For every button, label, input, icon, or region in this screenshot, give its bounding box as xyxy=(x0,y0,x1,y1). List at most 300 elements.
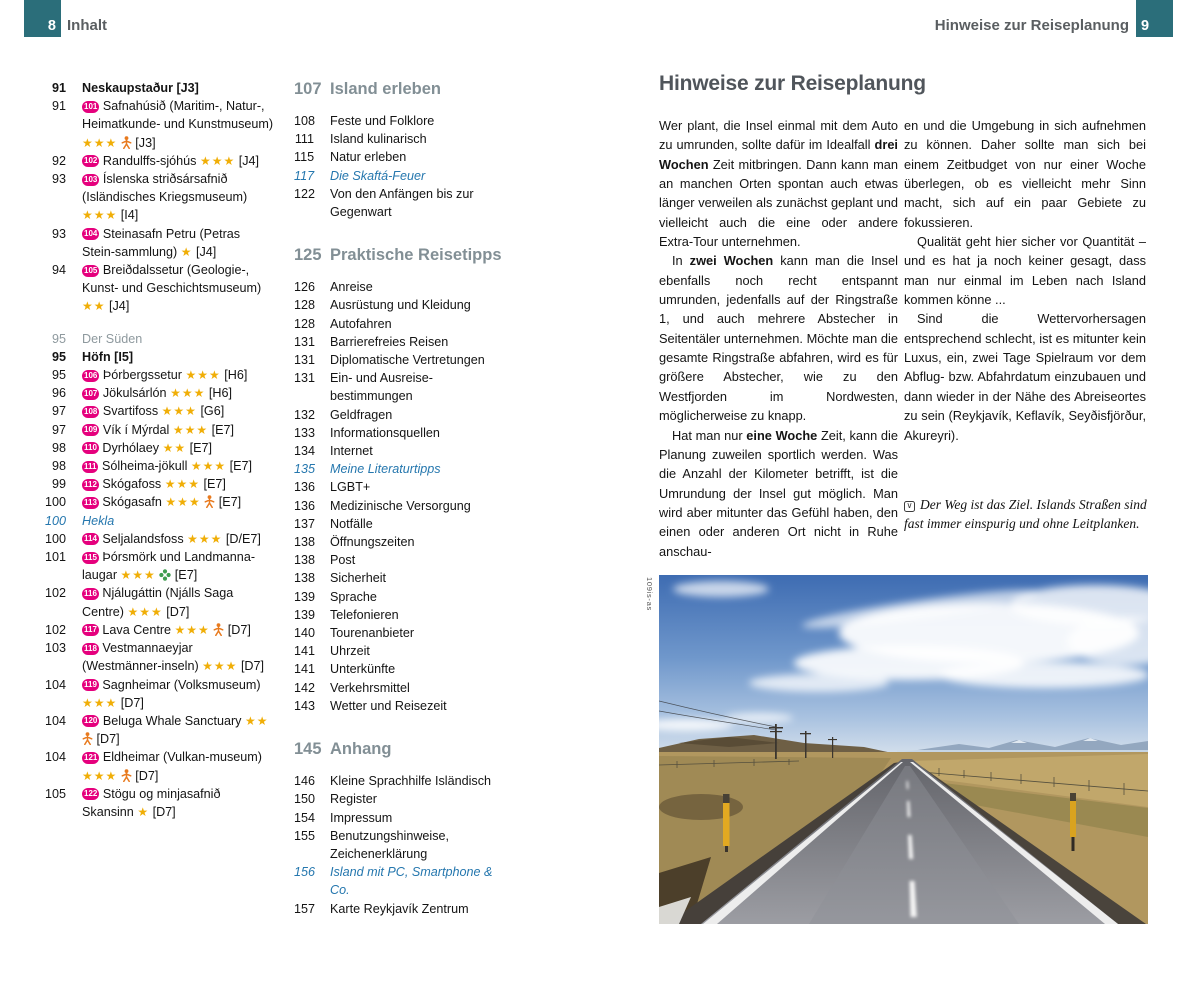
attraction-number-badge: 120 xyxy=(84,716,98,726)
attraction-number-badge: 105 xyxy=(84,265,98,275)
rating-stars: ★★★ xyxy=(190,459,227,474)
toc-entry xyxy=(24,475,294,493)
toc-entry-text xyxy=(82,225,274,261)
toc-attractions-column xyxy=(24,79,294,821)
toc-page-number: 138 xyxy=(294,553,316,568)
toc-page-number: 100 xyxy=(44,531,66,546)
rating-stars: ★★★ xyxy=(82,695,118,710)
toc-page-number: 91 xyxy=(51,99,66,114)
toc-entry-text xyxy=(82,475,274,493)
photo-caption xyxy=(904,496,1152,533)
attraction-number-badge: 113 xyxy=(84,497,97,507)
attraction-number-badge: 115 xyxy=(84,552,97,562)
toc-entry xyxy=(294,406,530,424)
toc-entry-text: Meine Literaturtipps xyxy=(330,462,441,477)
toc-entry-text xyxy=(82,152,274,170)
toc-entry xyxy=(294,809,530,827)
toc-entry xyxy=(294,588,530,606)
toc-entry-text: Diplomatische Vertretungen xyxy=(330,353,485,368)
body-text: Wer plant, die Insel einmal mit dem Auto zu umrunden, sollte dafür im Idealfall xyxy=(659,118,898,153)
toc-entry-text: Tourenanbieter xyxy=(330,626,415,641)
toc-entry xyxy=(24,152,294,170)
attraction-number-badge: 118 xyxy=(84,643,97,653)
toc-page-number: 100 xyxy=(44,513,66,528)
toc-page-number: 131 xyxy=(294,371,316,386)
toc-entry xyxy=(294,697,530,715)
toc-entry xyxy=(294,478,530,496)
attraction-number-badge: 116 xyxy=(84,588,97,598)
map-grid-ref: [I4] xyxy=(120,208,139,223)
toc-entry xyxy=(294,772,530,790)
map-grid-ref: [D7] xyxy=(120,695,144,710)
attraction-number-badge: 117 xyxy=(84,625,97,635)
attraction-name: Jökulsárlón xyxy=(102,386,167,401)
attraction-name: Stögu og minjasafnið Skansinn xyxy=(82,786,221,819)
toc-entry xyxy=(294,369,530,405)
toc-page-number: 97 xyxy=(51,404,66,419)
map-grid-ref: [J4] xyxy=(238,153,260,168)
attraction-name: Njálugáttin (Njálls Saga Centre) xyxy=(82,586,234,619)
toc-entry-text: Unterkünfte xyxy=(330,662,396,677)
toc-page-number: 96 xyxy=(51,386,66,401)
attraction-number-badge: 122 xyxy=(84,789,98,799)
attraction-name: Neskaupstaður [J3] xyxy=(82,81,199,95)
rating-stars: ★★★ xyxy=(202,659,238,674)
toc-entry xyxy=(24,457,294,475)
toc-entry-text: Die Skaftá-Feuer xyxy=(330,168,426,183)
map-grid-ref: [E7] xyxy=(229,459,253,474)
toc-entry-text: Wetter und Reisezeit xyxy=(330,698,447,713)
toc-page-number: 131 xyxy=(294,353,316,368)
toc-page-number: 122 xyxy=(294,186,316,201)
toc-page-number: 99 xyxy=(51,477,66,492)
toc-entry-text: Uhrzeit xyxy=(330,644,370,659)
rating-stars: ★★ xyxy=(162,440,187,455)
toc-entry xyxy=(294,660,530,678)
attraction-name: Svartifoss xyxy=(102,404,159,419)
toc-entry-text xyxy=(82,584,274,620)
attraction-name: Skógafoss xyxy=(102,477,162,492)
toc-entry xyxy=(294,679,530,697)
toc-page-number: 136 xyxy=(294,480,316,495)
toc-entry-text: Informationsquellen xyxy=(330,425,440,440)
toc-page-number: 105 xyxy=(44,786,66,801)
toc-page-number: 135 xyxy=(294,462,316,477)
map-grid-ref: [E7] xyxy=(211,422,235,437)
toc-entry xyxy=(294,130,530,148)
toc-entry xyxy=(24,330,294,348)
toc-entry-text: Öffnungszeiten xyxy=(330,535,415,550)
toc-entry-text: Telefonieren xyxy=(330,607,399,622)
toc-entry xyxy=(294,515,530,533)
body-text: Sind die Wettervorhersagen entsprechend schlecht, ist es mitunter kein Luxus, ein, zwei Tage Spielraum vor dem Abflug- bzw. Abfahrdatum einzubauen und dann wieder in der Nähe des Abreiseortes zu sein (Reykjavík, Keflavík, Seyðisfjörður, Akureyri). xyxy=(904,311,1146,443)
toc-entry-text: Impressum xyxy=(330,810,393,825)
toc-entry-text xyxy=(82,676,274,712)
toc-page-number: 136 xyxy=(294,498,316,513)
toc-entry xyxy=(24,712,294,748)
toc-page-number: 126 xyxy=(294,280,316,295)
toc-page-number: 141 xyxy=(294,662,316,677)
attraction-name: Hekla xyxy=(82,513,115,528)
chapter-page-number: 145 xyxy=(294,740,322,759)
toc-entry xyxy=(294,551,530,569)
map-grid-ref: [D/E7] xyxy=(225,531,261,546)
toc-entry xyxy=(294,333,530,351)
toc-page-number: 155 xyxy=(294,828,316,843)
toc-page-number: 91 xyxy=(51,81,66,95)
map-grid-ref: [E7] xyxy=(203,477,226,492)
toc-entry xyxy=(294,497,530,515)
toc-entry-text xyxy=(82,79,274,97)
map-grid-ref: [H6] xyxy=(208,386,232,401)
chapter-title: Island erleben xyxy=(330,80,441,98)
toc-entry xyxy=(24,79,294,97)
chapter-title: Anhang xyxy=(330,740,392,759)
toc-page-number: 103 xyxy=(44,641,66,656)
body-text: Zeit mitbringen. Dann kann man an manchen Orten spontan auch etwas länger verweilen als zunächst geplant und vielleicht auch die eine oder andere Extra-Tour unternehmen. xyxy=(659,156,898,250)
toc-page-number: 98 xyxy=(51,459,66,474)
toc-entry-text xyxy=(82,261,274,316)
attraction-name: Safnahúsið (Maritim-, Natur-, Heimatkunde- und Kunstmuseum) xyxy=(82,99,274,132)
attraction-number-badge: 101 xyxy=(84,101,98,111)
page-number-box-right xyxy=(1136,0,1173,37)
toc-entry-text: Notfälle xyxy=(330,516,373,531)
map-grid-ref: [J4] xyxy=(195,244,217,259)
attraction-name: Þórsmörk und Landmanna-laugar xyxy=(82,550,256,583)
paragraph xyxy=(904,116,1146,232)
page-number-right: 9 xyxy=(1141,18,1150,34)
toc-entry xyxy=(294,351,530,369)
toc-entry xyxy=(294,315,530,333)
photo-credit: 109is-as xyxy=(645,577,654,611)
attraction-name: Sólheima-jökull xyxy=(101,459,188,474)
toc-entry xyxy=(294,278,530,296)
paragraph xyxy=(904,309,1146,444)
toc-page-number: 132 xyxy=(294,407,316,422)
toc-page-number: 138 xyxy=(294,571,316,586)
attraction-number-badge: 111 xyxy=(84,461,97,471)
toc-entry xyxy=(294,148,530,166)
map-grid-ref: [E7] xyxy=(174,568,198,583)
toc-page-number: 128 xyxy=(294,298,316,313)
body-text: In xyxy=(672,253,690,269)
toc-entry xyxy=(294,185,530,221)
toc-entry-text xyxy=(82,439,274,457)
toc-page-number: 133 xyxy=(294,425,316,440)
rating-stars: ★★ xyxy=(244,713,269,728)
toc-entry-text: Barrierefreies Reisen xyxy=(330,334,449,349)
rating-stars: ★★★ xyxy=(82,135,118,150)
toc-entry-text: Geldfragen xyxy=(330,407,393,422)
attraction-name: Der Süden xyxy=(82,331,143,346)
toc-entry-text: Sprache xyxy=(330,589,377,604)
attraction-name: Vík í Mýrdal xyxy=(102,422,170,437)
toc-entry xyxy=(24,439,294,457)
attraction-number-badge: 119 xyxy=(84,680,97,689)
toc-entry-text: Kleine Sprachhilfe Isländisch xyxy=(330,774,492,789)
toc-page-number: 95 xyxy=(51,368,66,383)
toc-entry xyxy=(24,676,294,712)
rating-stars: ★★★ xyxy=(170,386,206,401)
attraction-name: Sagnheimar (Volksmuseum) xyxy=(102,677,261,692)
toc-entry xyxy=(24,584,294,620)
person-icon xyxy=(213,623,224,636)
flower-icon xyxy=(159,569,171,581)
attraction-number-badge: 110 xyxy=(84,443,97,453)
toc-page-number: 154 xyxy=(294,810,316,825)
chapter-page-number: 125 xyxy=(294,246,322,265)
toc-page-number: 131 xyxy=(294,334,316,349)
attraction-number-badge: 107 xyxy=(84,388,98,398)
body-text: Zeit, kann die Planung zuweilen sportlich werden. Was die Anzahl der Kilometer betrifft, ist die Umrundung der Insel gut möglich. Man wird aber mitunter das Gefühl haben, den einen oder anderen Ort nicht in Ruhe anschau- xyxy=(659,427,898,559)
toc-page-number: 143 xyxy=(294,698,316,713)
toc-entry xyxy=(294,606,530,624)
toc-entry-text: Post xyxy=(330,553,356,568)
toc-page-number: 156 xyxy=(294,865,316,880)
toc-page-number: 150 xyxy=(294,792,316,807)
toc-page-number: 117 xyxy=(294,168,315,183)
toc-entry-text xyxy=(82,421,274,439)
toc-entry-text: Verkehrsmittel xyxy=(330,680,410,695)
map-grid-ref: [E7] xyxy=(218,495,242,510)
toc-entry-text: Ausrüstung und Kleidung xyxy=(330,298,471,313)
toc-entry-text xyxy=(82,493,274,511)
attraction-number-badge: 114 xyxy=(84,534,97,544)
body-text: Qualität geht hier sicher vor Quantität – und es hat ja noch keiner gesagt, dass man nur einmal im Leben nach Island kommen könne ... xyxy=(904,234,1146,308)
toc-page-number: 95 xyxy=(51,331,66,346)
running-head-right: Hinweise zur Reiseplanung xyxy=(934,17,1129,34)
toc-entry xyxy=(24,421,294,439)
attraction-name: Randulffs-sjóhús xyxy=(102,153,197,168)
article-column-1 xyxy=(659,116,898,561)
toc-entry xyxy=(294,424,530,442)
toc-page-number: 146 xyxy=(294,774,316,789)
toc-entry-text: Autofahren xyxy=(330,316,392,331)
toc-entry xyxy=(24,402,294,420)
page-number-left: 8 xyxy=(47,18,56,34)
toc-page-number: 157 xyxy=(294,901,316,916)
rating-stars: ★★★ xyxy=(127,604,163,619)
toc-entry-text xyxy=(82,348,274,366)
toc-entry-text: Feste und Folklore xyxy=(330,114,435,128)
toc-entry xyxy=(294,827,530,863)
paragraph xyxy=(659,116,898,251)
attraction-number-badge: 104 xyxy=(84,229,98,239)
toc-entry-text: Natur erleben xyxy=(330,150,407,165)
attraction-number-badge: 121 xyxy=(84,752,98,762)
toc-page-number: 108 xyxy=(294,114,316,128)
toc-entry xyxy=(24,512,294,530)
toc-entry xyxy=(24,170,294,225)
map-grid-ref: [J3] xyxy=(135,135,156,150)
toc-page-number: 140 xyxy=(294,626,316,641)
toc-page-number: 93 xyxy=(51,172,66,187)
toc-entry-text: Benutzungshinweise, Zeichenerklärung xyxy=(330,828,450,861)
attraction-name: Steinasafn Petru (Petras Stein-sammlung) xyxy=(82,226,241,259)
toc-entry xyxy=(24,366,294,384)
attraction-number-badge: 103 xyxy=(84,174,98,184)
toc-entry-text xyxy=(82,97,274,152)
toc-page-number: 115 xyxy=(294,150,315,165)
toc-page-number: 139 xyxy=(294,607,316,622)
body-text: Hat man nur xyxy=(672,427,747,443)
rating-stars: ★★★ xyxy=(199,153,236,168)
toc-entry-text xyxy=(82,639,274,675)
toc-entry xyxy=(24,493,294,511)
map-grid-ref: [D7] xyxy=(152,804,176,819)
toc-page-number: 111 xyxy=(294,132,314,147)
attraction-name: Seljalandsfoss xyxy=(102,531,184,546)
toc-entry-text: LGBT+ xyxy=(330,480,371,495)
paragraph xyxy=(904,232,1146,309)
chevron-down-box-icon: ∨ xyxy=(904,501,915,512)
attraction-name: Skógasafn xyxy=(102,495,162,510)
attraction-name: Dyrhólaey xyxy=(102,440,160,455)
toc-entry xyxy=(294,642,530,660)
toc-page-number: 128 xyxy=(294,316,316,331)
toc-entry-text xyxy=(82,712,274,748)
running-head-left: Inhalt xyxy=(67,17,107,34)
toc-entry xyxy=(294,442,530,460)
toc-entry xyxy=(294,624,530,642)
toc-entry xyxy=(24,384,294,402)
toc-page-number: 139 xyxy=(294,589,316,604)
attraction-name: Breiðdalssetur (Geologie-, Kunst- und Geschichtsmuseum) xyxy=(82,263,262,296)
toc-entry-text: Von den Anfängen bis zur Gegenwart xyxy=(330,186,474,220)
rating-stars: ★ xyxy=(137,804,150,819)
toc-page-number: 101 xyxy=(44,550,66,565)
toc-entry xyxy=(294,790,530,808)
bold-phrase: eine Woche xyxy=(746,427,818,443)
road-photo-art xyxy=(659,575,1148,924)
attraction-name: Vestmannaeyjar (Westmänner-inseln) xyxy=(82,641,199,674)
toc-page-number: 138 xyxy=(294,535,316,550)
toc-entry xyxy=(294,112,530,130)
map-grid-ref: [D7] xyxy=(240,659,265,674)
toc-entry-text: Ein- und Ausreise-bestimmungen xyxy=(330,371,433,404)
toc-page-number: 93 xyxy=(51,226,66,241)
rating-stars: ★★ xyxy=(82,299,106,314)
body-text: en und die Umgebung in sich aufnehmen zu können. Daher sollte man sich bei einem Zeitbudget von nur einer Woche überlegen, ob es vielleicht mehr Sinn macht, sich auf ein paar Gebiete zu fokussieren. xyxy=(904,118,1146,230)
toc-entry-text xyxy=(82,621,274,639)
toc-entry-text xyxy=(82,330,274,348)
rating-stars: ★★★ xyxy=(82,208,118,223)
rating-stars: ★★★ xyxy=(174,622,210,637)
person-icon xyxy=(204,495,215,508)
attraction-number-badge: 106 xyxy=(84,370,98,380)
map-grid-ref: [D7] xyxy=(227,622,251,637)
toc-entry xyxy=(294,460,530,478)
bold-phrase: zwei Wochen xyxy=(689,253,774,269)
toc-entry-text xyxy=(82,785,274,821)
toc-entry-text: Island kulinarisch xyxy=(330,132,427,147)
toc-entry-text: Medizinische Versorgung xyxy=(330,498,471,513)
attraction-name: Höfn [I5] xyxy=(82,349,134,364)
toc-entry xyxy=(24,639,294,675)
toc-page-number: 95 xyxy=(51,349,66,364)
toc-page-number: 104 xyxy=(44,713,66,728)
toc-entry xyxy=(24,785,294,821)
chapter-header xyxy=(294,245,530,265)
chapter-page-number: 107 xyxy=(294,80,322,98)
toc-entry-text xyxy=(82,384,274,402)
article-title: Hinweise zur Reiseplanung xyxy=(659,72,926,95)
chapter-header xyxy=(294,739,530,759)
toc-page-number: 102 xyxy=(44,586,66,601)
attraction-name: Eldheimar (Vulkan-museum) xyxy=(102,750,262,765)
chapter-title: Praktische Reisetipps xyxy=(330,246,502,265)
rating-stars: ★★★ xyxy=(187,531,223,546)
road-photo xyxy=(659,575,1148,924)
article-column-2 xyxy=(904,116,1146,445)
toc-entry-text xyxy=(82,512,274,530)
map-grid-ref: [H6] xyxy=(224,368,248,383)
rating-stars: ★ xyxy=(180,244,193,259)
toc-entry xyxy=(294,900,530,918)
attraction-number-badge: 108 xyxy=(84,406,98,416)
toc-entry-text xyxy=(82,170,274,225)
toc-entry-text: Sicherheit xyxy=(330,571,387,586)
attraction-name: Lava Centre xyxy=(102,622,172,637)
toc-page-number: 98 xyxy=(51,440,66,455)
toc-page-number: 102 xyxy=(44,622,66,637)
toc-entry xyxy=(24,348,294,366)
attraction-number-badge: 109 xyxy=(84,425,98,435)
toc-page-number: 97 xyxy=(51,422,66,437)
person-icon xyxy=(121,769,132,782)
toc-entry xyxy=(294,167,530,185)
toc-entry-text xyxy=(82,748,274,784)
attraction-name: Íslenska striðsársafnið (Isländisches Kriegsmuseum) xyxy=(82,172,248,205)
toc-entry xyxy=(294,533,530,551)
toc-entry-text: Register xyxy=(330,792,377,807)
toc-page-number: 100 xyxy=(44,495,66,510)
toc-entry-text xyxy=(82,366,274,384)
rating-stars: ★★★ xyxy=(165,495,201,510)
map-grid-ref: [E7] xyxy=(189,440,213,455)
rating-stars: ★★★ xyxy=(161,404,197,419)
toc-chapters-column xyxy=(294,79,530,918)
toc-entry xyxy=(24,261,294,316)
toc-entry-text: Island mit PC, Smartphone & Co. xyxy=(330,865,493,898)
rating-stars: ★★★ xyxy=(172,422,209,437)
map-grid-ref: [D7] xyxy=(135,768,159,783)
toc-entry xyxy=(294,863,530,899)
toc-page-number: 104 xyxy=(44,677,66,692)
toc-entry xyxy=(24,97,294,152)
toc-entry-text: Karte Reykjavík Zentrum xyxy=(330,901,469,916)
toc-page-number: 137 xyxy=(294,516,316,531)
person-icon xyxy=(82,732,93,745)
attraction-name: Þórbergssetur xyxy=(102,368,182,383)
toc-page-number: 94 xyxy=(51,263,66,278)
toc-entry xyxy=(24,548,294,584)
toc-entry-text xyxy=(82,548,274,584)
rating-stars: ★★★ xyxy=(82,768,118,783)
person-icon xyxy=(121,136,132,149)
field-dark-patch xyxy=(659,794,743,820)
toc-entry-text: Internet xyxy=(330,444,373,459)
toc-entry xyxy=(294,569,530,587)
map-grid-ref: [D7] xyxy=(166,604,190,619)
toc-entry xyxy=(24,748,294,784)
bold-phrase: drei Wochen xyxy=(659,137,898,172)
toc-entry-text xyxy=(82,402,274,420)
attraction-number-badge: 102 xyxy=(84,156,98,166)
map-grid-ref: [D7] xyxy=(96,732,120,747)
rating-stars: ★★★ xyxy=(164,477,200,492)
chapter-header xyxy=(294,79,530,99)
